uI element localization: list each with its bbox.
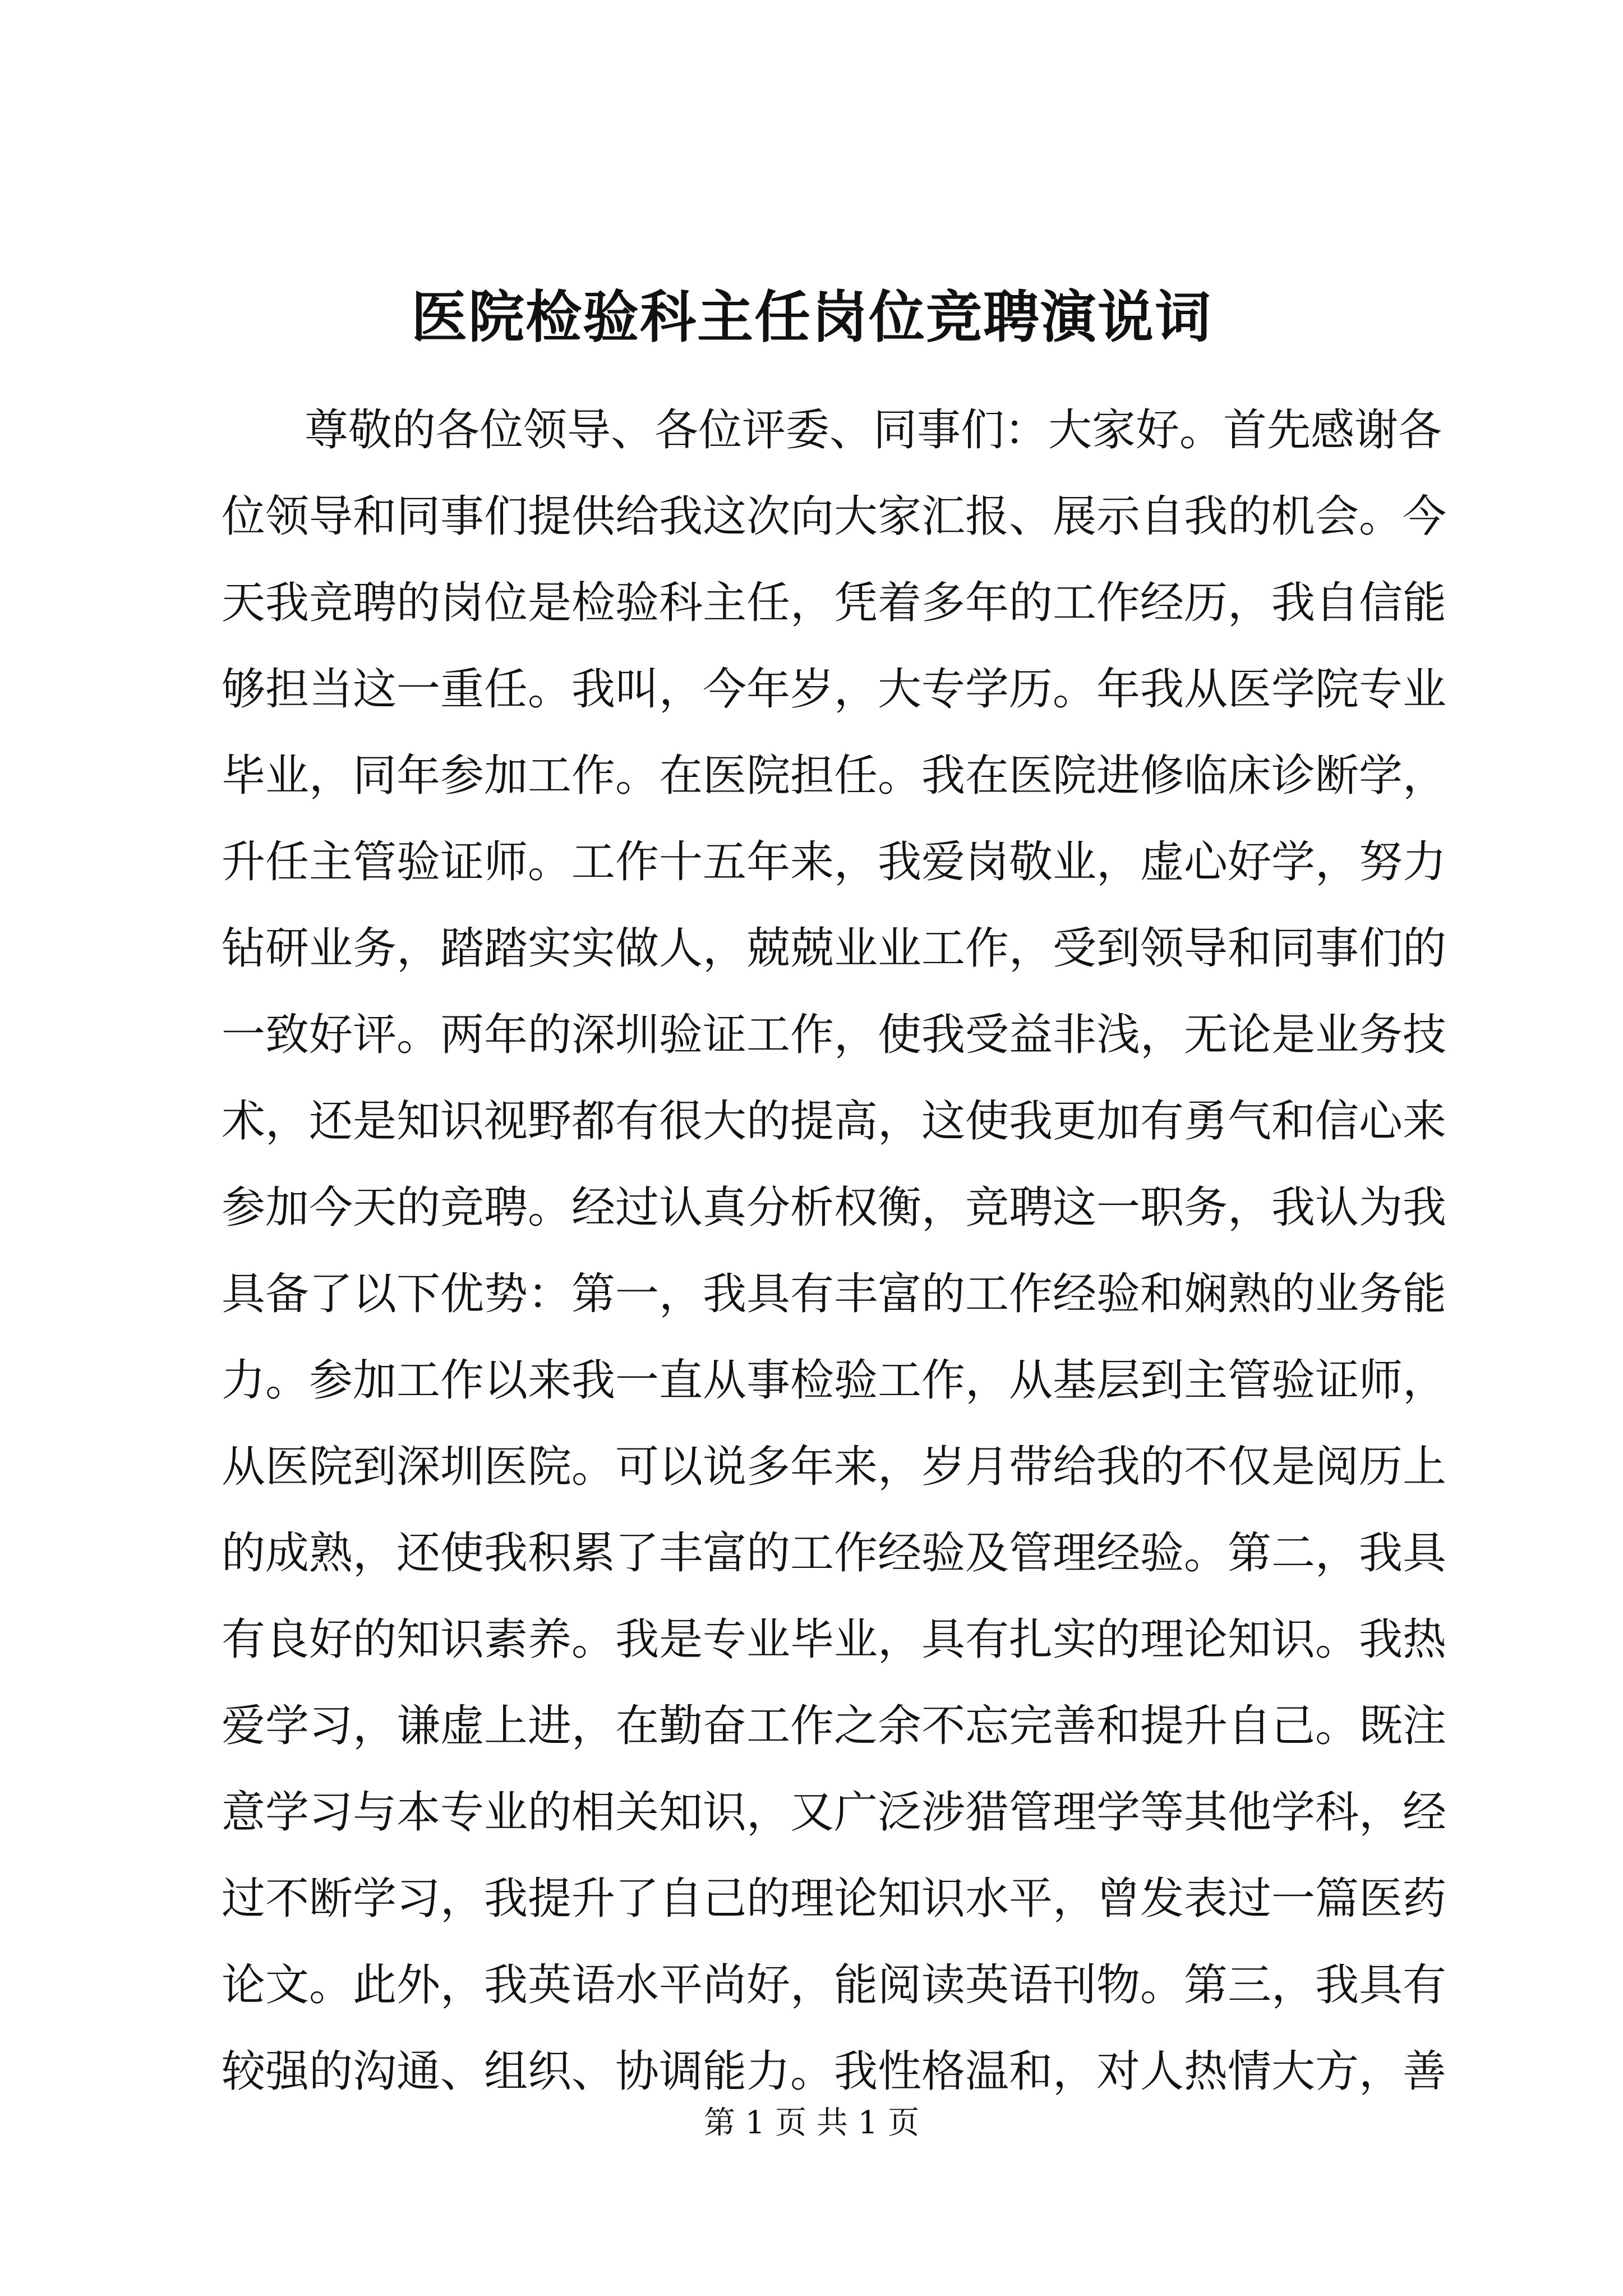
- body-line: 位领导和同事们提供给我这次向大家汇报、展示自我的机会。今: [222, 491, 1447, 542]
- body-line: 够担当这一重任。我叫，今年岁，大专学历。年我从医学院专业: [222, 664, 1447, 715]
- body-line: 一致好评。两年的深圳验证工作，使我受益非浅，无论是业务技: [222, 1010, 1447, 1060]
- body-line: 毕业，同年参加工作。在医院担任。我在医院进修临床诊断学，: [222, 751, 1447, 801]
- body-line: 术，还是知识视野都有很大的提高，这使我更加有勇气和信心来: [222, 1096, 1447, 1147]
- body-line: 具备了以下优势：第一，我具有丰富的工作经验和娴熟的业务能: [222, 1269, 1447, 1319]
- document-body: [222, 387, 1447, 2115]
- body-line: 爱学习，谦虚上进，在勤奋工作之余不忘完善和提升自己。既注: [222, 1701, 1447, 1751]
- body-line: 从医院到深圳医院。可以说多年来，岁月带给我的不仅是阅历上: [222, 1442, 1447, 1492]
- body-line: 意学习与本专业的相关知识，又广泛涉猎管理学等其他学科，经: [222, 1787, 1447, 1838]
- body-line: 的成熟，还使我积累了丰富的工作经验及管理经验。第二，我具: [222, 1528, 1447, 1579]
- body-line: 钻研业务，踏踏实实做人，兢兢业业工作，受到领导和同事们的: [222, 923, 1447, 974]
- body-line: 天我竞聘的岗位是检验科主任，凭着多年的工作经历，我自信能: [222, 578, 1447, 628]
- body-line: 参加今天的竞聘。经过认真分析权衡，竞聘这一职务，我认为我: [222, 1182, 1447, 1233]
- document-title: 医院检验科主任岗位竞聘演说词: [411, 284, 1212, 350]
- body-line: 有良好的知识素养。我是专业毕业，具有扎实的理论知识。我热: [222, 1614, 1447, 1665]
- body-line: 尊敬的各位领导、各位评委、同事们：大家好。首先感谢各: [305, 405, 1442, 455]
- body-line: 过不断学习，我提升了自己的理论知识水平，曾发表过一篇医药: [222, 1874, 1447, 1924]
- body-line: 论文。此外，我英语水平尚好，能阅读英语刊物。第三，我具有: [222, 1960, 1447, 2010]
- body-line: 力。参加工作以来我一直从事检验工作，从基层到主管验证师，: [222, 1355, 1447, 1406]
- page-footer: 第 1 页 共 1 页: [703, 2105, 920, 2141]
- body-line: 较强的沟通、组织、协调能力。我性格温和，对人热情大方，善: [222, 2046, 1447, 2097]
- body-line: 升任主管验证师。工作十五年来，我爱岗敬业，虚心好学，努力: [222, 837, 1447, 887]
